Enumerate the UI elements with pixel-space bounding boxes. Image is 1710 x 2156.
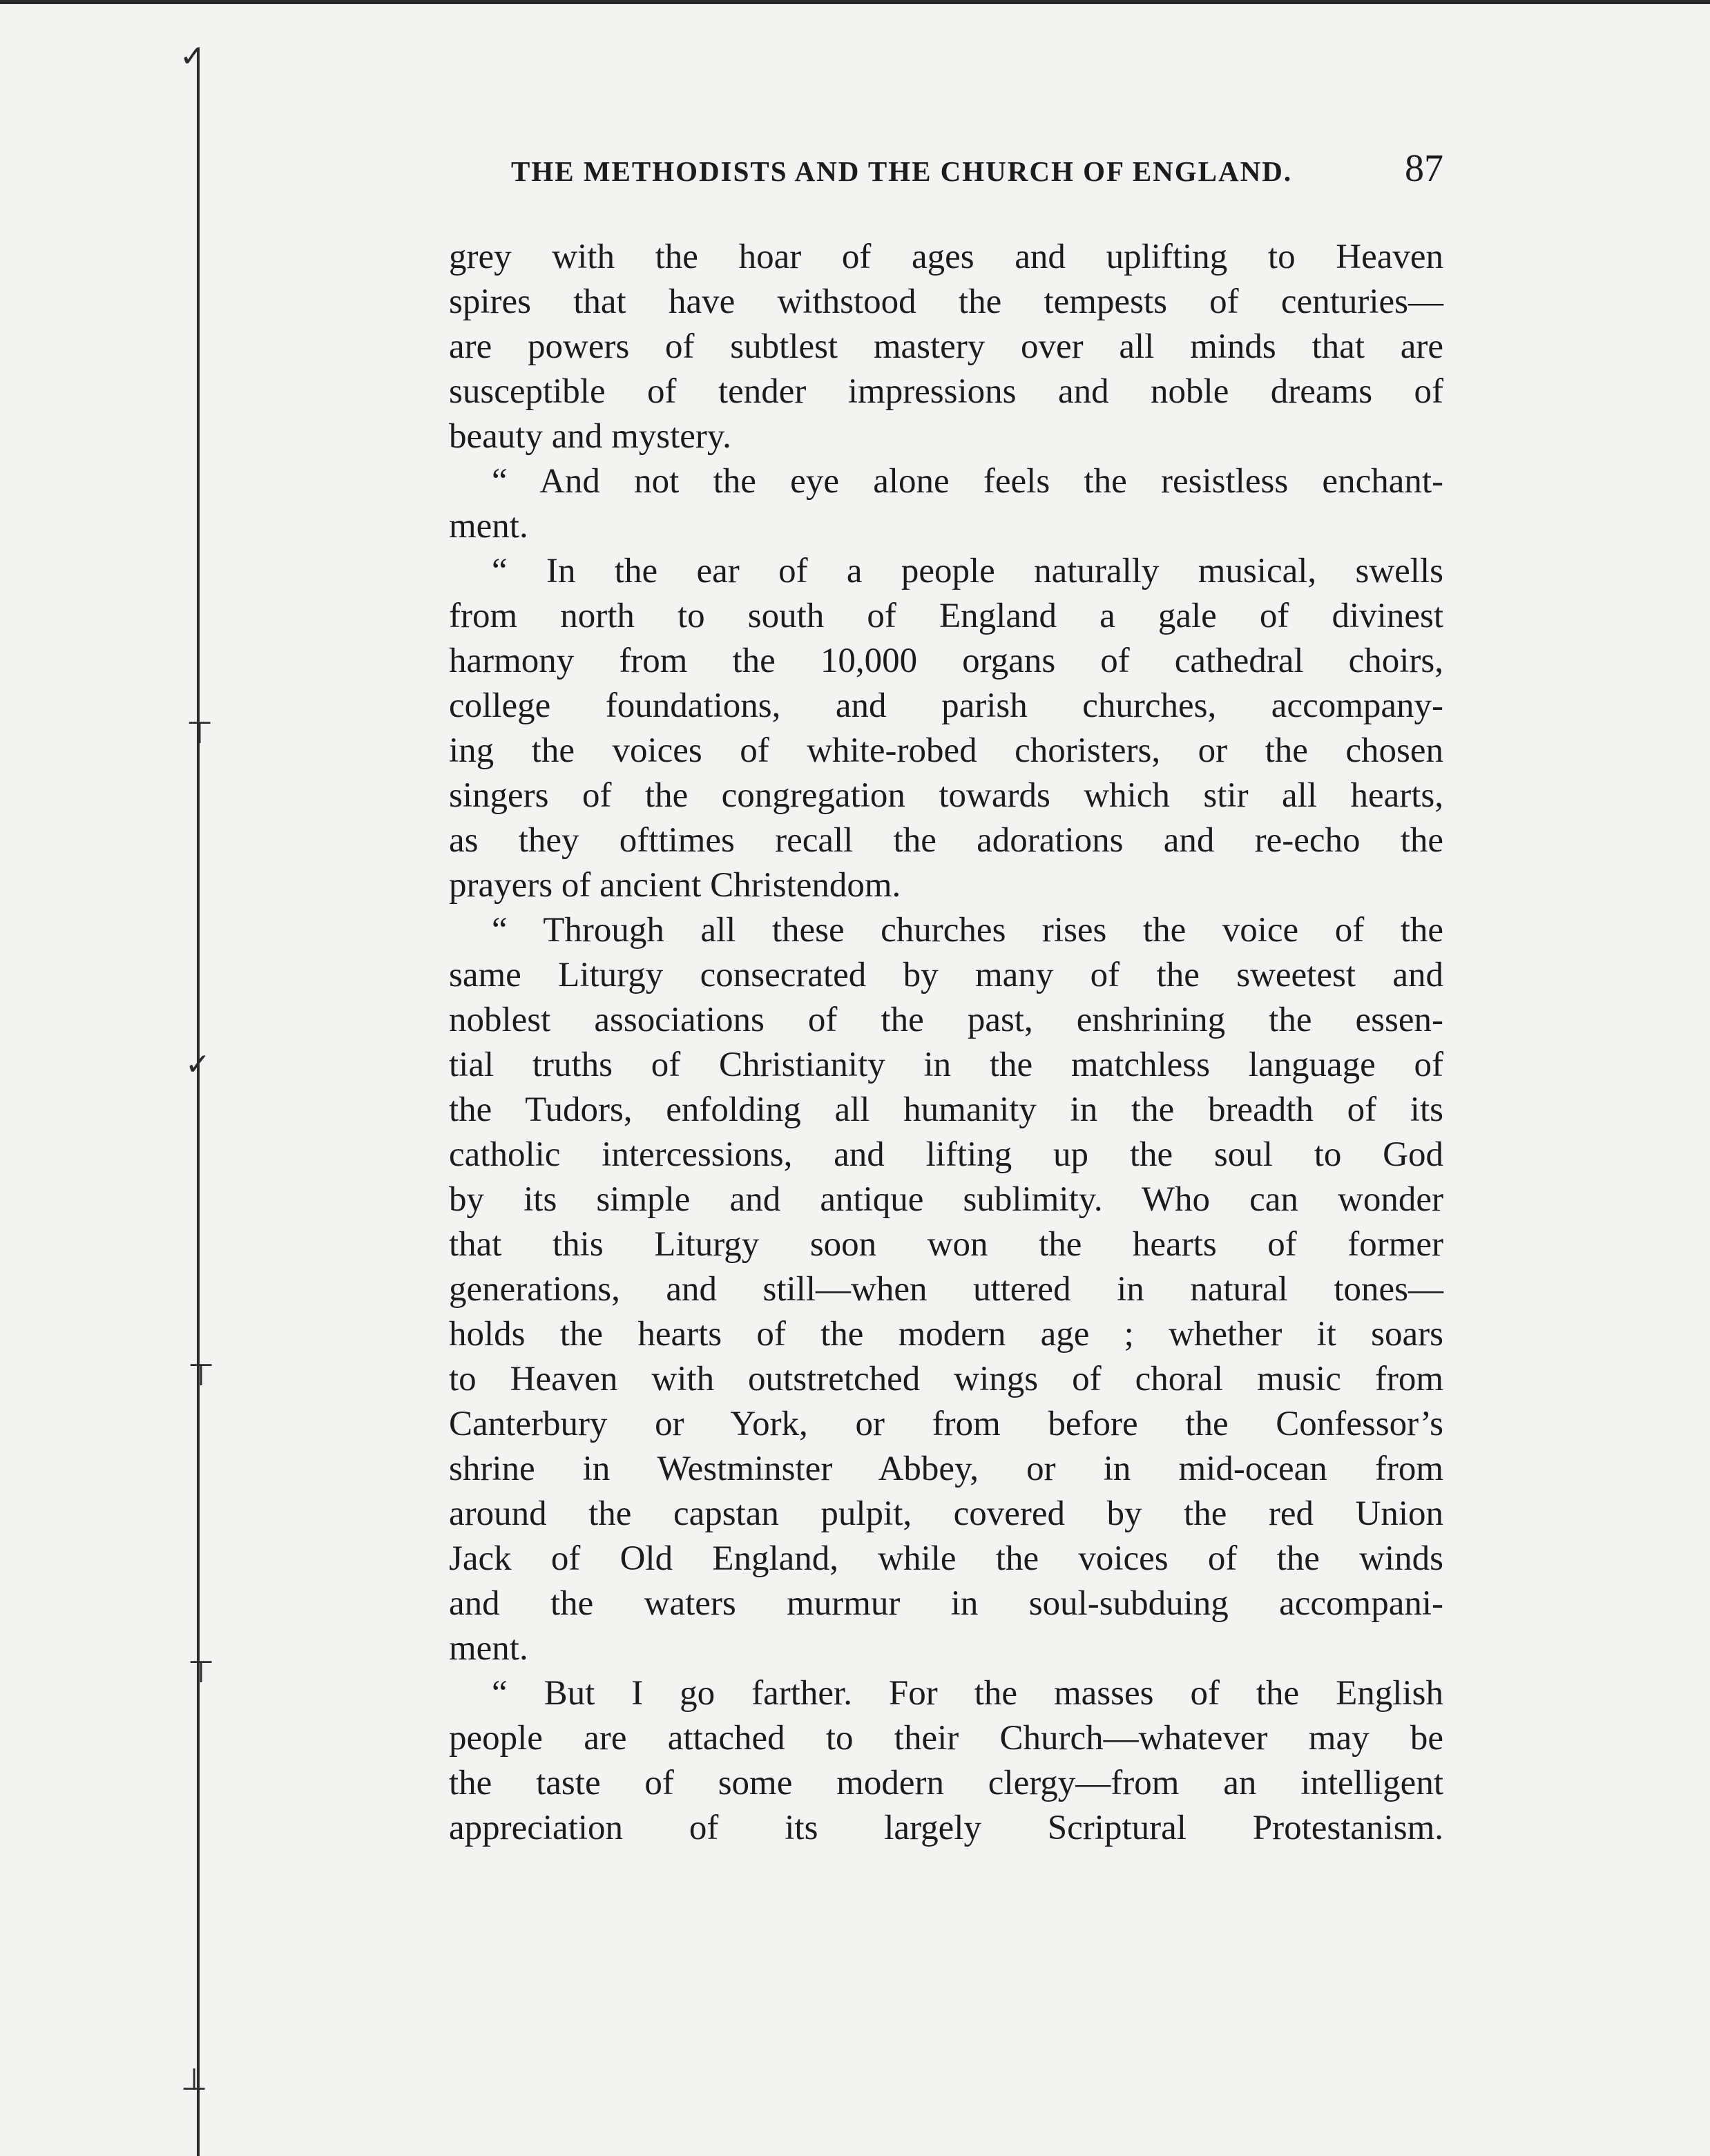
text-line: the Tudors, enfolding all humanity in the breadth of its bbox=[449, 1090, 1443, 1129]
text-line: “ But I go farther. For the masses of the English bbox=[492, 1674, 1443, 1713]
stitch-mark: ⊥ bbox=[181, 2062, 208, 2097]
binding-thread bbox=[197, 48, 200, 2156]
text-line: tial truths of Christianity in the matchless language of bbox=[449, 1046, 1443, 1084]
text-line: people are attached to their Church—whatever may be bbox=[449, 1719, 1443, 1758]
text-line: ment. bbox=[449, 507, 528, 546]
text-line: catholic intercessions, and lifting up the soul to God bbox=[449, 1135, 1443, 1174]
body-text bbox=[449, 235, 1443, 1851]
text-line: college foundations, and parish churches, accompany- bbox=[449, 686, 1443, 725]
stitch-mark: ⊤ bbox=[188, 1655, 215, 1690]
text-line: to Heaven with outstretched wings of choral music from bbox=[449, 1360, 1443, 1398]
text-line: shrine in Westminster Abbey, or in mid-ocean from bbox=[449, 1450, 1443, 1488]
page-number: 87 bbox=[1405, 147, 1443, 190]
text-line: Canterbury or York, or from before the Confessor’s bbox=[449, 1405, 1443, 1443]
text-line: generations, and still—when uttered in natural tones— bbox=[449, 1270, 1443, 1309]
text-line: grey with the hoar of ages and uplifting to Heaven bbox=[449, 238, 1443, 276]
text-line: the taste of some modern clergy—from an intelligent bbox=[449, 1764, 1443, 1802]
text-line: appreciation of its largely Scriptural Protestanism. bbox=[449, 1809, 1443, 1847]
text-line: “ Through all these churches rises the voice of the bbox=[492, 911, 1443, 950]
running-head bbox=[511, 146, 1443, 195]
stitch-mark: ✓ bbox=[185, 1047, 211, 1082]
text-line: beauty and mystery. bbox=[449, 417, 731, 456]
text-line: are powers of subtlest mastery over all minds that are bbox=[449, 327, 1443, 366]
text-line: holds the hearts of the modern age ; whether it soars bbox=[449, 1315, 1443, 1354]
text-line: harmony from the 10,000 organs of cathedral choirs, bbox=[449, 642, 1443, 680]
text-line: as they ofttimes recall the adorations and re-echo the bbox=[449, 821, 1443, 860]
text-line: susceptible of tender impressions and noble dreams of bbox=[449, 372, 1443, 411]
text-line: ing the voices of white-robed choristers, or the chosen bbox=[449, 731, 1443, 770]
text-line: Jack of Old England, while the voices of the winds bbox=[449, 1539, 1443, 1578]
top-edge-rule bbox=[0, 0, 1710, 4]
text-line: prayers of ancient Christendom. bbox=[449, 866, 901, 905]
stitch-mark: ⊤ bbox=[186, 715, 213, 751]
text-line: singers of the congregation towards which stir all hearts, bbox=[449, 776, 1443, 815]
running-title: THE METHODISTS AND THE CHURCH OF ENGLAND. bbox=[511, 155, 1293, 187]
text-line: same Liturgy consecrated by many of the sweetest and bbox=[449, 956, 1443, 994]
text-line: by its simple and antique sublimity. Who can wonder bbox=[449, 1180, 1443, 1219]
text-line: that this Liturgy soon won the hearts of former bbox=[449, 1225, 1443, 1264]
text-line: noblest associations of the past, enshrining the essen- bbox=[449, 1001, 1443, 1039]
text-line: and the waters murmur in soul-subduing accompani- bbox=[449, 1584, 1443, 1623]
text-line: ment. bbox=[449, 1629, 528, 1668]
text-line: “ And not the eye alone feels the resistless enchant- bbox=[492, 462, 1443, 501]
text-line: around the capstan pulpit, covered by the red Union bbox=[449, 1494, 1443, 1533]
text-line: spires that have withstood the tempests of centuries— bbox=[449, 282, 1443, 321]
stitch-mark: ✓ bbox=[180, 39, 205, 74]
stitch-mark: ⊤ bbox=[188, 1358, 215, 1393]
text-line: “ In the ear of a people naturally musical, swells bbox=[492, 552, 1443, 590]
text-line: from north to south of England a gale of divinest bbox=[449, 597, 1443, 635]
